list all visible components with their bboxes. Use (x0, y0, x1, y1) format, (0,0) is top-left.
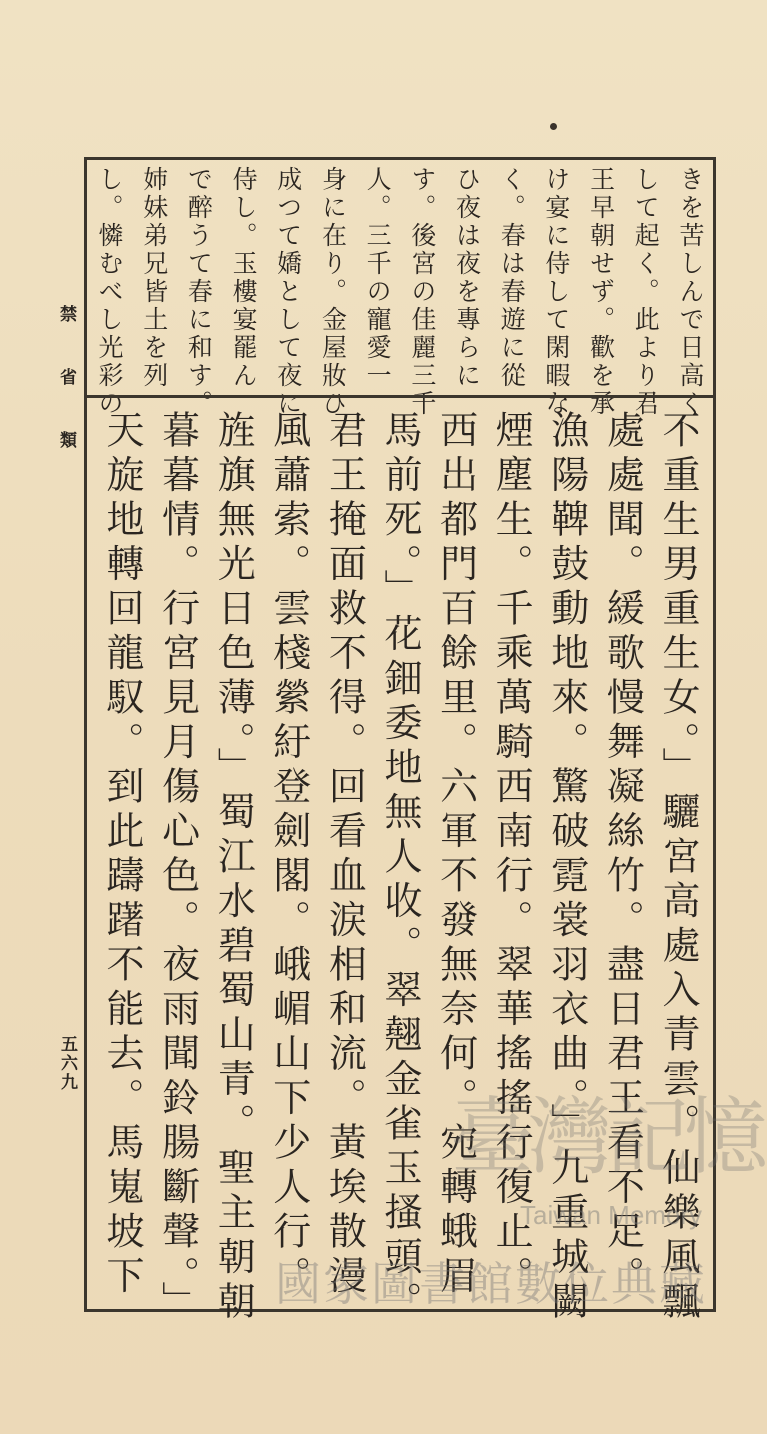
running-head: 禁 省 類 (56, 305, 76, 468)
annotation-column: 身に在り。金屋妝ひ (318, 166, 348, 418)
annotation-column: 姉妹弟兄皆土を列 (139, 166, 169, 390)
page-number: 五六九 (57, 1035, 77, 1092)
annotation-column: 侍し。玉樓宴罷ん (229, 166, 259, 390)
annotation-column: す。後宮の佳麗三千 (407, 166, 437, 418)
watermark-seal: 臺灣記憶 (450, 1088, 763, 1186)
annotation-block (95, 166, 705, 418)
ink-dot (550, 123, 557, 130)
annotation-column: 成つて嬌として夜に (273, 166, 303, 418)
poem-column: 不重生男重生女。」驪宮高處入青雲。仙樂風飄 (655, 410, 700, 1326)
poem-column: 旌旗無光日色薄。」蜀江水碧蜀山青。聖主朝朝 (211, 410, 256, 1326)
poem-column: 風蕭索。雲棧縈紆登劍閣。峨嵋山下少人行。 (266, 410, 311, 1300)
poem-column: 煙塵生。千乘萬騎西南行。翠華搖搖行復止。 (489, 410, 534, 1300)
poem-column: 暮暮情。行宮見月傷心色。夜雨聞鈴腸斷聲。」 (155, 410, 200, 1326)
poem-column: 漁陽鞞鼓動地來。驚破霓裳羽衣曲。」九重城闕 (544, 410, 589, 1326)
annotation-column: け宴に侍して閑暇な (541, 166, 571, 418)
poem-column: 處處聞。緩歌慢舞凝絲竹。盡日君王看不足。 (600, 410, 645, 1300)
poem-column: 西出都門百餘里。六軍不發無奈何。宛轉蛾眉 (433, 410, 478, 1300)
section-divider (87, 395, 713, 398)
annotation-column: 人。三千の寵愛一 (363, 166, 393, 390)
annotation-column: きを苦しんで日高く (675, 166, 705, 418)
annotation-column: して起く。此より君 (631, 166, 661, 418)
annotation-column: く。春は春遊に從 (497, 166, 527, 390)
watermark-chinese: 國家圖書館數位典藏 (275, 1257, 707, 1311)
annotation-column: ひ夜は夜を專らに (452, 166, 482, 390)
annotation-column: し。憐むべし光彩の (95, 166, 124, 418)
poem-column: 君王掩面救不得。回看血涙相和流。黃埃散漫 (322, 410, 367, 1300)
poem-column: 天旋地轉回龍馭。到此躊躇不能去。馬嵬坡下 (100, 410, 144, 1300)
watermark-english: Taiwan Memory (520, 1200, 703, 1230)
poem-column: 馬前死。」花鈿委地無人收。翠翹金雀玉搔頭。 (377, 410, 422, 1326)
annotation-column: 王早朝せず。歡を承 (586, 166, 616, 418)
annotation-column: で醉うて春に和す。 (184, 166, 214, 418)
